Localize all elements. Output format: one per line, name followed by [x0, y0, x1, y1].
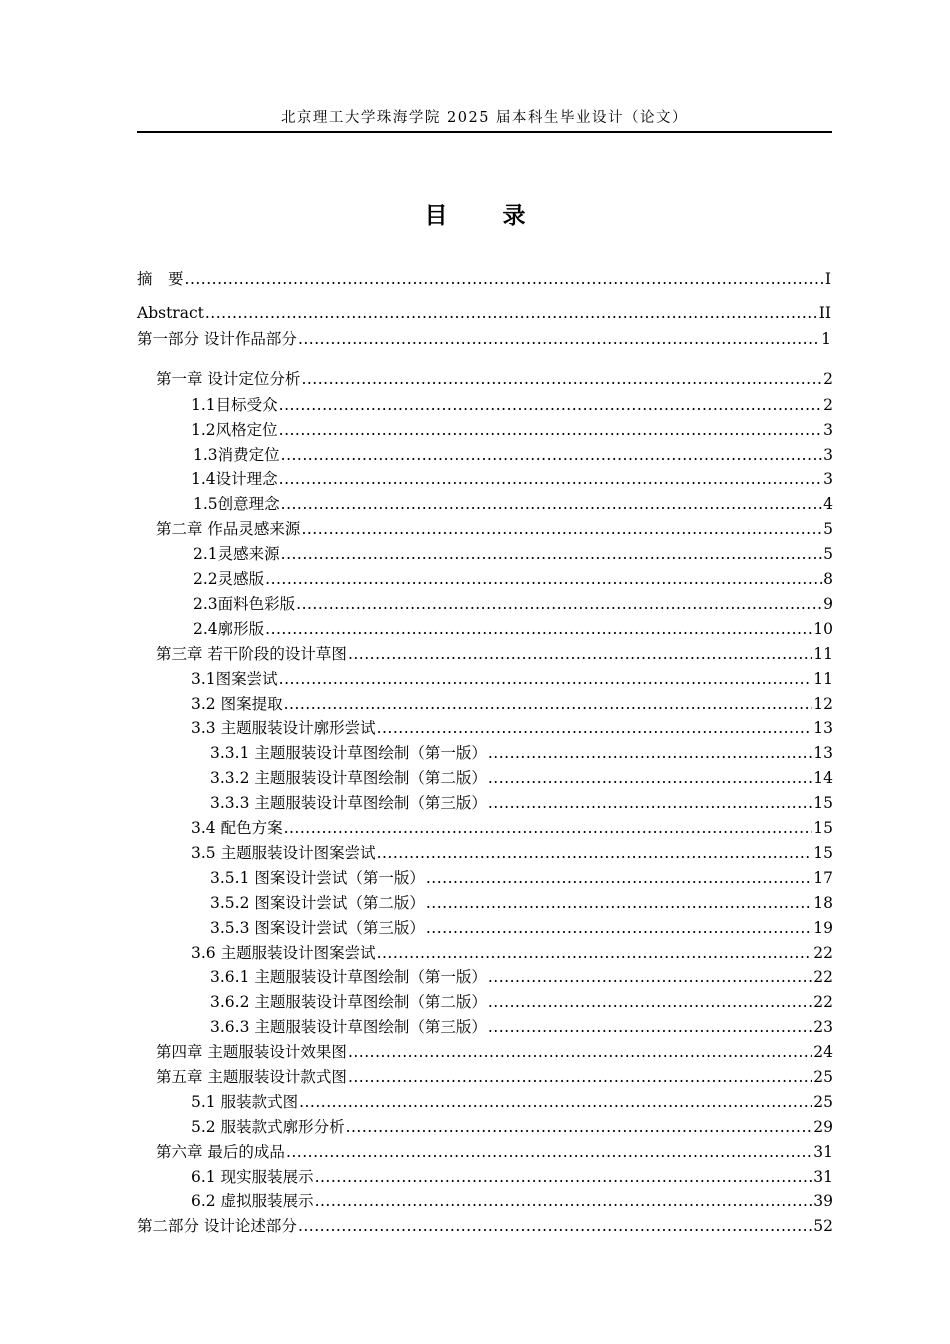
toc-entry-label: 3.4 配色方案 [191, 819, 283, 837]
toc-entry[interactable] [137, 327, 831, 351]
toc-entry-label: 1.5创意理念 [193, 495, 280, 513]
toc-entry-page: 10 [813, 620, 833, 638]
toc-leader [279, 418, 822, 442]
toc-entry[interactable] [191, 667, 833, 691]
toc-entry-page: 31 [813, 1168, 833, 1186]
toc-entry[interactable] [156, 1040, 833, 1064]
toc-leader [281, 542, 822, 566]
toc-entry[interactable] [193, 542, 833, 566]
toc-entry-page: 22 [813, 968, 833, 986]
toc-leader [315, 1189, 813, 1213]
toc-entry[interactable] [210, 766, 833, 790]
toc-entry[interactable] [210, 990, 833, 1014]
toc-entry-page: 25 [813, 1093, 833, 1111]
toc-leader [377, 841, 813, 865]
toc-leader [377, 941, 813, 965]
toc-entry[interactable] [210, 741, 833, 765]
toc-leader [296, 592, 822, 616]
toc-entry-label: 第三章 若干阶段的设计草图 [156, 645, 347, 663]
toc-leader [488, 791, 812, 815]
toc-entry-label: 第一部分 设计作品部分 [137, 330, 297, 348]
toc-entry-label: 3.3 主题服装设计廓形尝试 [191, 719, 376, 737]
page-title: 目 录 [424, 203, 542, 229]
toc-entry[interactable] [193, 492, 833, 516]
toc-entry-page: 5 [823, 520, 833, 538]
toc-leader [205, 301, 818, 325]
toc-entry[interactable] [191, 841, 833, 865]
toc-entry[interactable] [137, 1214, 833, 1238]
toc-entry-page: II [818, 304, 831, 322]
toc-entry-label: 2.3面料色彩版 [193, 595, 296, 613]
toc-entry[interactable] [191, 941, 833, 965]
toc-leader [279, 467, 822, 491]
toc-entry-page: 3 [823, 421, 833, 439]
toc-entry-label: 3.3.3 主题服装设计草图绘制（第三版） [210, 794, 487, 812]
toc-entry[interactable] [156, 517, 833, 541]
toc-entry-page: 5 [823, 545, 833, 563]
toc-leader [488, 965, 812, 989]
toc-entry-label: 1.4设计理念 [191, 470, 278, 488]
toc-leader [286, 1140, 812, 1164]
toc-entry-label: 3.5 主题服装设计图案尝试 [191, 844, 376, 862]
toc-leader [281, 492, 822, 516]
toc-entry-page: 9 [823, 595, 833, 613]
toc-entry[interactable] [156, 367, 833, 391]
toc-leader [348, 1065, 812, 1089]
toc-entry-label: 3.5.2 图案设计尝试（第二版） [210, 894, 425, 912]
toc-entry-label: 3.6.1 主题服装设计草图绘制（第一版） [210, 968, 487, 986]
toc-entry-label: 第二章 作品灵感来源 [156, 520, 301, 538]
toc-entry-label: 3.5.3 图案设计尝试（第三版） [210, 919, 425, 937]
toc-entry-page: 14 [813, 769, 833, 787]
toc-leader [281, 443, 822, 467]
toc-entry-label: 6.2 虚拟服装展示 [191, 1192, 314, 1210]
page-header: 北京理工大学珠海学院 2025 届本科生毕业设计（论文） [280, 110, 689, 126]
toc-leader [298, 1214, 812, 1238]
toc-leader [488, 766, 812, 790]
toc-leader [377, 716, 813, 740]
toc-leader [301, 367, 822, 391]
toc-entry-label: 摘 要 [137, 270, 184, 288]
toc-entry-page: 17 [813, 869, 833, 887]
toc-entry-label: 5.1 服装款式图 [191, 1093, 299, 1111]
toc-entry[interactable] [191, 467, 833, 491]
toc-entry-page: 29 [813, 1118, 833, 1136]
toc-entry[interactable] [210, 1015, 833, 1039]
toc-entry-page: I [824, 270, 831, 288]
toc-entry[interactable] [191, 1189, 833, 1213]
toc-entry-label: 2.1灵感来源 [193, 545, 280, 563]
toc-entry[interactable] [191, 716, 833, 740]
toc-leader [315, 1165, 813, 1189]
toc-entry[interactable] [137, 301, 831, 325]
toc-entry-label: 第六章 最后的成品 [156, 1143, 285, 1161]
toc-entry-page: 31 [813, 1143, 833, 1161]
toc-leader [265, 617, 812, 641]
toc-entry[interactable] [191, 692, 833, 716]
toc-entry-page: 13 [813, 719, 833, 737]
toc-entry[interactable] [191, 418, 833, 442]
toc-entry[interactable] [210, 866, 833, 890]
toc-leader [265, 567, 822, 591]
toc-entry-label: 2.2灵感版 [193, 570, 265, 588]
toc-entry[interactable] [156, 1140, 833, 1164]
toc-leader [348, 642, 812, 666]
toc-entry-page: 3 [823, 470, 833, 488]
toc-entry-label: 3.6.3 主题服装设计草图绘制（第三版） [210, 1018, 487, 1036]
toc-entry-label: 3.6.2 主题服装设计草图绘制（第二版） [210, 993, 487, 1011]
toc-entry-page: 8 [823, 570, 833, 588]
toc-leader [488, 990, 812, 1014]
toc-leader [426, 891, 812, 915]
toc-entry-page: 2 [823, 396, 833, 414]
toc-entry[interactable] [210, 791, 833, 815]
toc-leader [284, 816, 813, 840]
toc-leader [488, 1015, 812, 1039]
toc-leader [279, 667, 813, 691]
toc-leader [284, 692, 813, 716]
toc-entry-page: 25 [813, 1068, 833, 1086]
toc-leader [488, 741, 812, 765]
toc-entry-label: 3.1图案尝试 [191, 670, 278, 688]
toc-entry-page: 18 [813, 894, 833, 912]
toc-entry-page: 2 [823, 370, 833, 388]
toc-entry-page: 39 [813, 1192, 833, 1210]
toc-entry-page: 15 [813, 794, 833, 812]
toc-entry-page: 12 [813, 695, 833, 713]
toc-entry[interactable] [191, 1090, 833, 1114]
toc-entry-label: 第一章 设计定位分析 [156, 370, 301, 388]
toc-entry[interactable] [156, 642, 833, 666]
toc-leader [346, 1115, 813, 1139]
toc-entry-label: 1.2风格定位 [191, 421, 278, 439]
toc-entry-page: 3 [823, 446, 833, 464]
toc-entry-page: 13 [813, 744, 833, 762]
toc-entry-label: 6.1 现实服装展示 [191, 1168, 314, 1186]
toc-entry-label: 5.2 服装款式廓形分析 [191, 1118, 345, 1136]
toc-entry-page: 22 [813, 944, 833, 962]
toc-entry[interactable] [137, 267, 831, 291]
toc-entry-label: 第五章 主题服装设计款式图 [156, 1068, 347, 1086]
toc-leader [298, 327, 820, 351]
toc-leader [426, 916, 812, 940]
toc-entry-page: 15 [813, 844, 833, 862]
toc-entry-page: 1 [821, 330, 831, 348]
toc-entry[interactable] [156, 1065, 833, 1089]
toc-leader [279, 393, 822, 417]
toc-entry[interactable] [191, 1165, 833, 1189]
toc-entry[interactable] [210, 891, 833, 915]
toc-entry[interactable] [210, 965, 833, 989]
toc-entry[interactable] [193, 592, 833, 616]
toc-entry[interactable] [193, 617, 833, 641]
toc-entry-page: 22 [813, 993, 833, 1011]
toc-entry-page: 15 [813, 819, 833, 837]
toc-entry-page: 4 [823, 495, 833, 513]
toc-leader [426, 866, 812, 890]
toc-entry-label: 3.6 主题服装设计图案尝试 [191, 944, 376, 962]
toc-entry-page: 24 [813, 1043, 833, 1061]
toc-entry-page: 52 [813, 1217, 833, 1235]
toc-entry[interactable] [193, 567, 833, 591]
toc-entry[interactable] [191, 1115, 833, 1139]
toc-entry-label: 3.3.1 主题服装设计草图绘制（第一版） [210, 744, 487, 762]
toc-entry[interactable] [193, 443, 833, 467]
toc-entry-page: 11 [813, 645, 833, 663]
toc-entry-label: 第四章 主题服装设计效果图 [156, 1043, 347, 1061]
toc-entry-label: 1.3消费定位 [193, 446, 280, 464]
toc-entry-label: 2.4廓形版 [193, 620, 265, 638]
toc-entry-page: 23 [813, 1018, 833, 1036]
toc-entry[interactable] [191, 816, 833, 840]
toc-entry[interactable] [191, 393, 833, 417]
toc-entry-page: 11 [813, 670, 833, 688]
toc-entry-label: 3.3.2 主题服装设计草图绘制（第二版） [210, 769, 487, 787]
toc-entry-label: 1.1目标受众 [191, 396, 278, 414]
toc-entry[interactable] [210, 916, 833, 940]
toc-leader [299, 1090, 812, 1114]
toc-leader [185, 267, 824, 291]
toc-entry-label: 3.5.1 图案设计尝试（第一版） [210, 869, 425, 887]
toc-entry-label: Abstract [137, 304, 204, 322]
toc-entry-page: 19 [813, 919, 833, 937]
toc-leader [301, 517, 822, 541]
toc-entry-label: 第二部分 设计论述部分 [137, 1217, 297, 1235]
toc-leader [348, 1040, 812, 1064]
toc-entry-label: 3.2 图案提取 [191, 695, 283, 713]
